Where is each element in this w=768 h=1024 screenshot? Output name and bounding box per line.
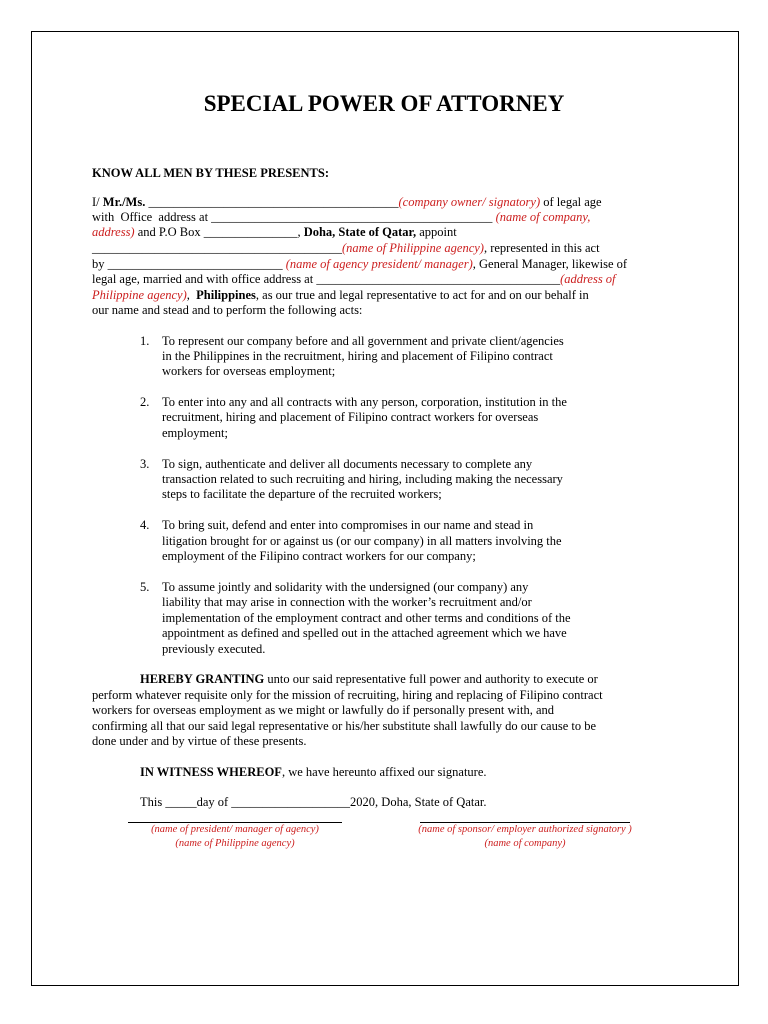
act-line: transaction related to such recruiting and hiring, including making the necessary <box>162 472 563 486</box>
act-number: 1. <box>140 334 150 348</box>
granting-line-1: HEREBY GRANTING unto our said representative full power and authority to execute or <box>140 672 598 686</box>
act-line: To bring suit, defend and enter into compromises in our name and stead in <box>162 518 534 532</box>
granting-line-3: workers for overseas employment as we might or lawfully do if personally present with, and <box>92 703 555 717</box>
granting-line-5: done under and by virtue of these presents. <box>92 734 307 748</box>
act-line: previously executed. <box>162 642 266 656</box>
act-number: 4. <box>140 518 150 532</box>
granting-line-4: confirming all that our said legal representative or his/her substitute shall lawfully do our cause to be <box>92 719 597 733</box>
salutation: KNOW ALL MEN BY THESE PRESENTS: <box>92 166 329 180</box>
act-line: To sign, authenticate and deliver all documents necessary to complete any <box>162 457 533 471</box>
document-title: SPECIAL POWER OF ATTORNEY <box>203 91 565 116</box>
act-number: 2. <box>140 395 150 409</box>
intro-line-7: Philippine agency), Philippines, as our true and legal representative to act for and on our behalf in <box>92 288 589 302</box>
left-signatory-org: (name of Philippine agency) <box>175 838 295 849</box>
right-signatory-role: (name of sponsor/ employer authorized signatory ) <box>418 824 632 835</box>
intro-line-8: our name and stead and to perform the following acts: <box>92 303 363 317</box>
witness-line: IN WITNESS WHEREOF, we have hereunto affixed our signature. <box>140 765 487 779</box>
placeholder-agency-president: (name of agency president/ manager) <box>285 257 473 271</box>
date-line: This _____day of ___________________2020, Doha, State of Qatar. <box>140 795 487 809</box>
granting-line-2: perform whatever requisite only for the mission of recruiting, hiring and replacing of Filipino contract <box>92 688 603 702</box>
act-line: workers for overseas employment; <box>162 364 336 378</box>
placeholder-agency-address: (address of <box>560 272 616 286</box>
placeholder-philippine-agency: (name of Philippine agency) <box>342 241 484 255</box>
act-line: employment of the Filipino contract workers for our company; <box>162 549 476 563</box>
left-signatory-role: (name of president/ manager of agency) <box>151 824 319 835</box>
act-line: To represent our company before and all government and private client/agencies <box>162 334 564 348</box>
intro-line-1: I/ Mr./Ms. ________________________________________(company owner/ signatory) of legal age <box>92 195 602 209</box>
intro-line-6: legal age, married and with office address at _______________________________________(address of <box>92 272 616 286</box>
act-line: in the Philippines in the recruitment, hiring and placement of Filipino contract <box>162 349 553 363</box>
act-line: litigation brought for or against us (or our company) in all matters involving the <box>162 534 562 548</box>
act-number: 3. <box>140 457 150 471</box>
act-line: appointment as defined and spelled out in the attached agreement which we have <box>162 626 567 640</box>
placeholder-company-name: (name of company, <box>495 210 591 224</box>
intro-line-2: with Office address at _____________________________________________ (name of company, <box>92 210 591 224</box>
act-line: implementation of the employment contract and other terms and conditions of the <box>162 611 571 625</box>
right-signatory-org: (name of company) <box>484 838 566 849</box>
act-line: To assume jointly and solidarity with the undersigned (our company) any <box>162 580 529 594</box>
intro-line-5: by ____________________________ (name of agency president/ manager), General Manager, likewise of <box>92 257 628 271</box>
intro-line-4: ________________________________________(name of Philippine agency), represented in this act <box>92 241 600 255</box>
act-line: liability that may arise in connection with the worker’s recruitment and/or <box>162 595 532 609</box>
act-line: steps to facilitate the departure of the recruited workers; <box>162 487 442 501</box>
act-number: 5. <box>140 580 150 594</box>
intro-line-3: address) and P.O Box _______________, Doha, State of Qatar, appoint <box>92 225 457 239</box>
act-line: employment; <box>162 426 228 440</box>
placeholder-company-owner: (company owner/ signatory) <box>398 195 541 209</box>
act-line: recruitment, hiring and placement of Filipino contract workers for overseas <box>162 410 539 424</box>
act-line: To enter into any and all contracts with any person, corporation, institution in the <box>162 395 567 409</box>
